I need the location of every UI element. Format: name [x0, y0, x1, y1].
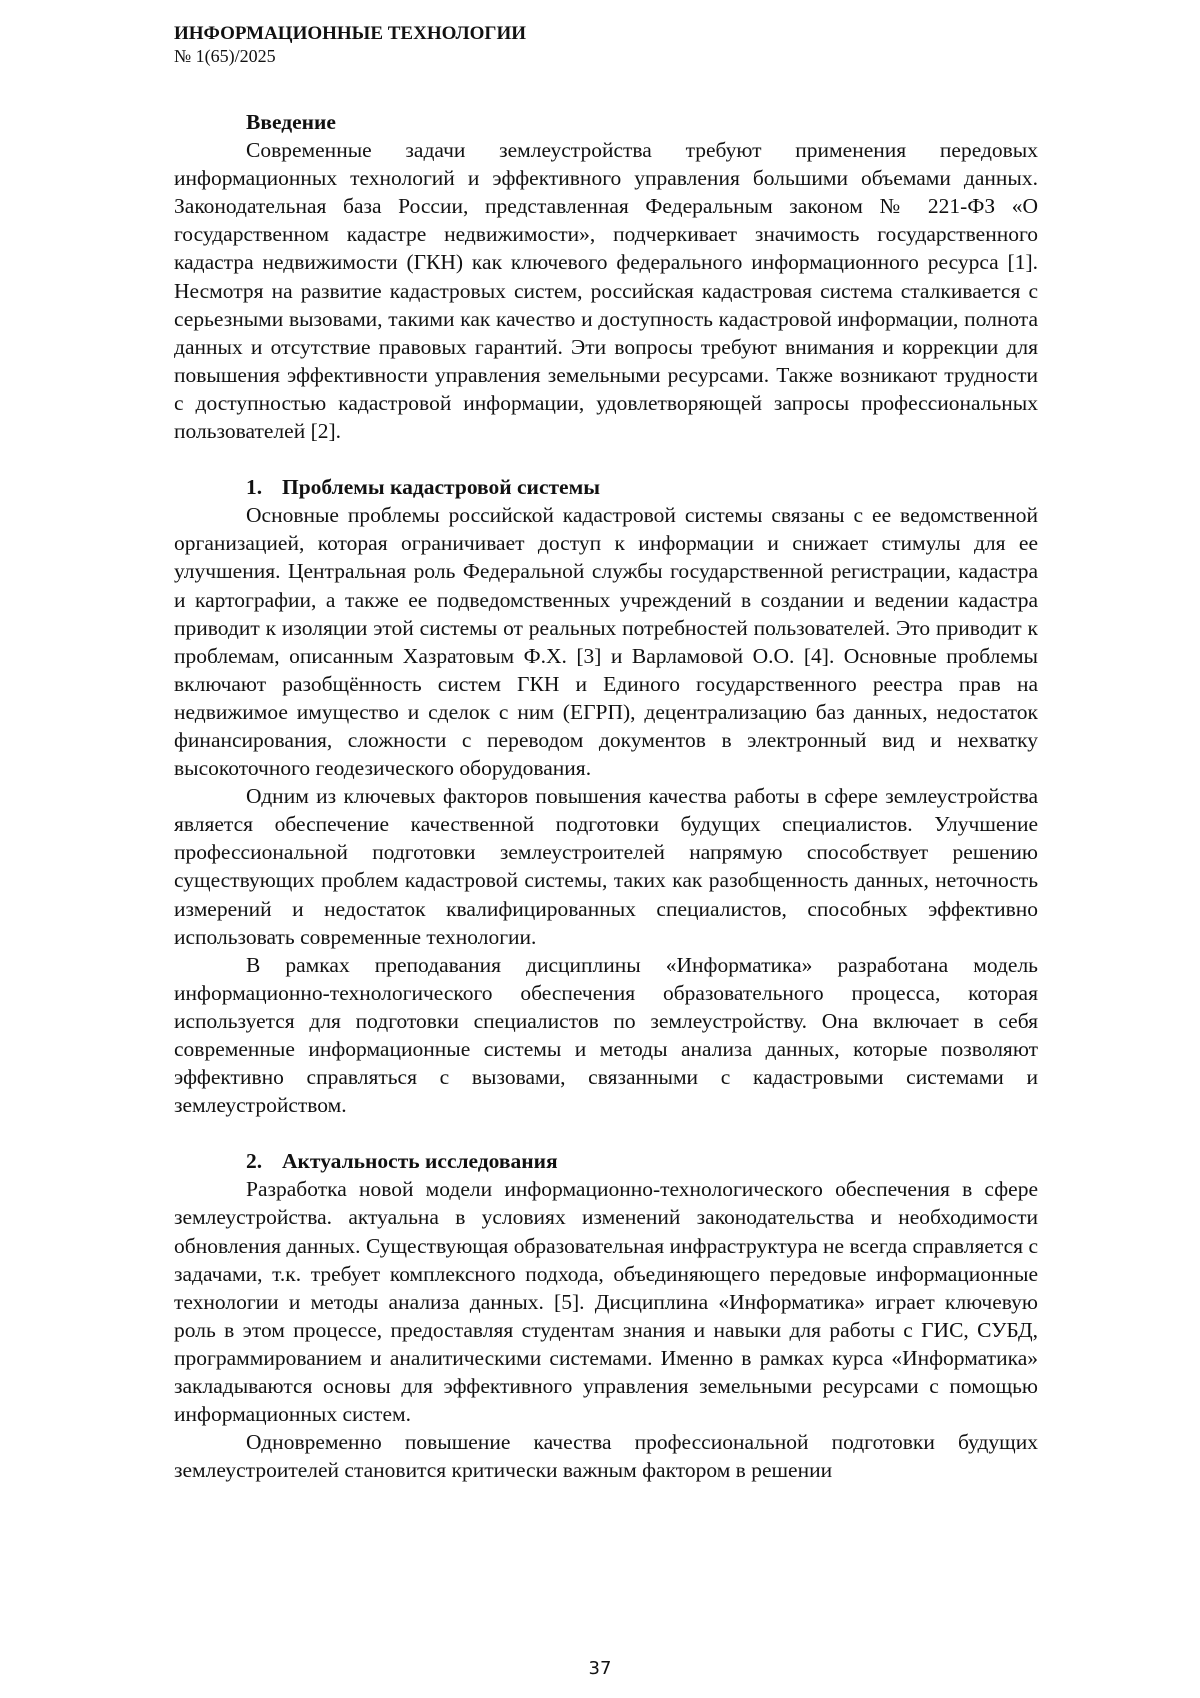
journal-name: ИНФОРМАЦИОННЫЕ ТЕХНОЛОГИИ [174, 22, 526, 45]
paragraph: Современные задачи землеустройства требуют применения передовых информационных технологий и эффективного управления большими объемами данных. Законодательная база России, представленная Федеральным законом № 221-ФЗ «О государственном кадастре недвижимости», подчеркивает значимость государственного кадастра недвижимости (ГКН) как ключевого федерального информационного ресурса [1]. Несмотря на развитие кадастровых систем, российская кадастровая система сталкивается с серьезными вызовами, такими как качество и доступность кадастровой информации, полнота данных и отсутствие правовых гарантий. Эти вопросы требуют внимания и коррекции для повышения эффективности управления земельными ресурсами. Также возникают трудности с доступностью кадастровой информации, удовлетворяющей запросы профессиональных пользователей [2]. [174, 136, 1038, 445]
paragraph: Разработка новой модели информационно-технологического обеспечения в сфере землеустройства. актуальна в условиях изменений законодательства и необходимости обновления данных. Существующая образовательная инфраструктура не всегда справляется с задачами, т.к. требует комплексного подхода, объединяющего передовые информационные технологии и методы анализа данных. [5]. Дисциплина «Информатика» играет ключевую роль в этом процессе, предоставляя студентам знания и навыки для работы с ГИС, СУБД, программированием и аналитическими системами. Именно в рамках курса «Информатика» закладываются основы для эффективного управления земельными ресурсами с помощью информационных систем. [174, 1175, 1038, 1428]
running-header [174, 22, 526, 68]
section-title: Актуальность исследования [282, 1149, 558, 1173]
section-heading-cadastral-problems [174, 473, 1038, 501]
paragraph: Одновременно повышение качества профессиональной подготовки будущих землеустроителей становится критически важным фактором в решении [174, 1428, 1038, 1484]
article-body [174, 108, 1038, 1484]
section-number: 2. [246, 1147, 282, 1175]
journal-issue: № 1(65)/2025 [174, 45, 526, 68]
section-heading-introduction: Введение [174, 108, 1038, 136]
section-number: 1. [246, 473, 282, 501]
section-title: Проблемы кадастровой системы [282, 475, 600, 499]
page-number: 37 [0, 1658, 1200, 1679]
paragraph: В рамках преподавания дисциплины «Информатика» разработана модель информационно-технологического обеспечения образовательного процесса, которая используется для подготовки специалистов по землеустройству. Она включает в себя современные информационные системы и методы анализа данных, которые позволяют эффективно справляться с вызовами, связанными с кадастровыми системами и землеустройством. [174, 951, 1038, 1120]
paragraph: Основные проблемы российской кадастровой системы связаны с ее ведомственной организацией, которая ограничивает доступ к информации и снижает стимулы для ее улучшения. Центральная роль Федеральной службы государственной регистрации, кадастра и картографии, а также ее подведомственных учреждений в создании и ведении кадастра приводит к изоляции этой системы от реальных потребностей пользователей. Это приводит к проблемам, описанным Хазратовым Ф.Х. [3] и Варламовой О.О. [4]. Основные проблемы включают разобщённость систем ГКН и Единого государственного реестра прав на недвижимое имущество и сделок с ним (ЕГРП), децентрализацию баз данных, недостаток финансирования, сложности с переводом документов в электронный вид и нехватку высокоточного геодезического оборудования. [174, 501, 1038, 782]
paragraph: Одним из ключевых факторов повышения качества работы в сфере землеустройства является обеспечение качественной подготовки будущих специалистов. Улучшение профессиональной подготовки землеустроителей напрямую способствует решению существующих проблем кадастровой системы, таких как разобщенность данных, неточность измерений и недостаток квалифицированных специалистов, способных эффективно использовать современные технологии. [174, 782, 1038, 951]
section-heading-relevance [174, 1147, 1038, 1175]
